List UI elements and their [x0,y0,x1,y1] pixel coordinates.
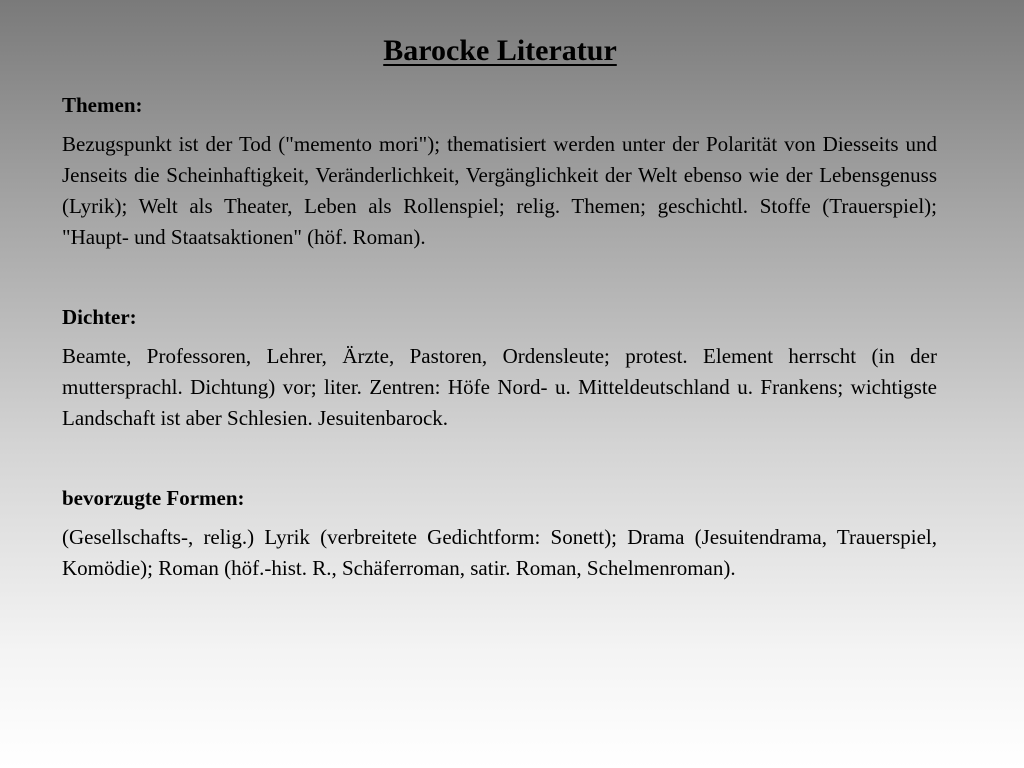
slide-title: Barocke Literatur [383,34,617,67]
section-text: Beamte, Professoren, Lehrer, Ärzte, Pastoren, Ordensleute; protest. Element herrscht (in der muttersprachl. Dichtung) vor; liter. Zentren: Höfe Nord- u. Mitteldeutschland u. Frankens; wichtigste Landschaft ist aber Schlesien. Jesuitenbarock. [62,344,937,430]
section-text: (Gesellschafts-, relig.) Lyrik (verbreitete Gedichtform: Sonett); Drama (Jesuitendrama, Trauerspiel, Komödie); Roman (höf.-hist. R., Schäferroman, satir. Roman, Schelmenroman). [62,525,937,580]
section-heading: bevorzugte Formen: [62,486,245,510]
section-heading: Dichter: [62,305,137,329]
section-text: Bezugspunkt ist der Tod ("memento mori"); thematisiert werden unter der Polarität von Diesseits und Jenseits die Scheinhaftigkeit, Veränderlichkeit, Vergänglichkeit der Welt ebenso wie der Lebensgenuss (Lyrik); Welt als Theater, Leben als Rollenspiel; relig. Themen; geschichtl. Stoffe (Trauerspiel); "Haupt- und Staatsaktionen" (höf. Roman). [62,132,937,249]
section-formen [62,483,937,584]
slide-content [62,90,937,584]
section-heading: Themen: [62,93,143,117]
spacer [62,434,937,483]
section-themen [62,90,937,253]
spacer [62,253,937,302]
section-dichter [62,302,937,434]
